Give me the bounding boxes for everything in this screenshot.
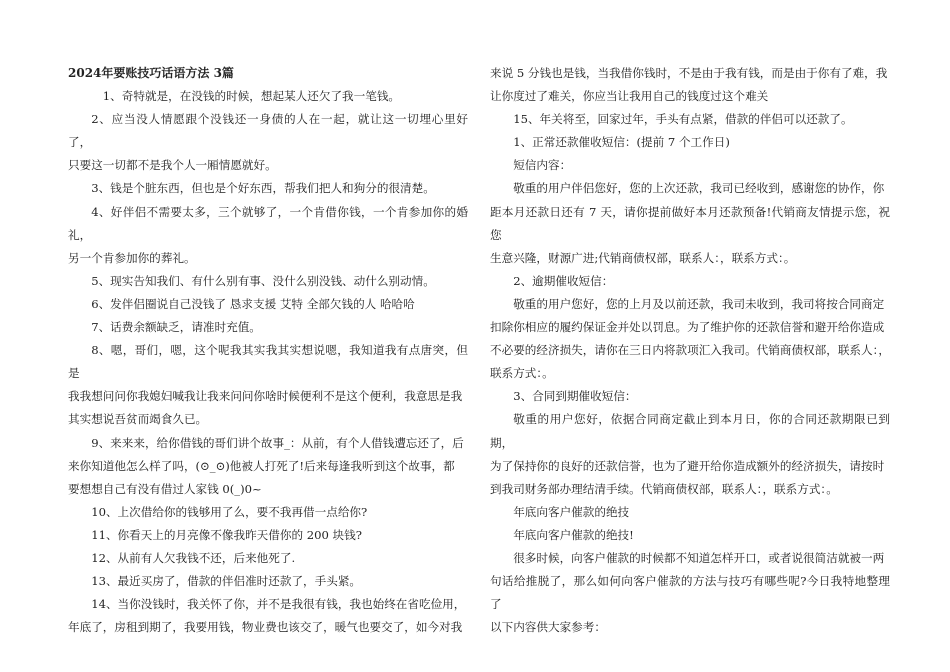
paragraph-line: 2、逾期催收短信： (513, 273, 614, 288)
paragraph-line: 只要这一切都不是我个人一厢情愿就好。 (68, 158, 277, 173)
paragraph-line: 不必要的经济损失，请你在三日内将款项汇入我司。代销商债权部，联系人：， (490, 343, 890, 358)
paragraph-line: 短信内容： (513, 158, 572, 173)
paragraph-line: 3、合同到期催收短信： (513, 389, 637, 404)
paragraph-line: 为了保持你的良好的还款信誉，也为了避开给你造成额外的经济损失，请按时 (490, 458, 885, 473)
paragraph-line: 10、上次借给你的钱够用了么，要不我再借一点给你? (91, 504, 368, 519)
paragraph-line: 11、你看天上的月亮像不像我昨天借你的 200 块钱? (91, 527, 362, 542)
paragraph-line: 1、奇特就是，在没钱的时候，想起某人还欠了我一笔钱。 (102, 89, 401, 104)
paragraph-line: 7、话费余额缺乏，请准时充值。 (91, 320, 261, 335)
paragraph-line: 9、来来来，给你借钱的哥们讲个故事_：从前，有个人借钱遭忘还了，后 (91, 435, 464, 450)
paragraph-line: 以下内容供大家参考： (490, 620, 606, 635)
paragraph-line: 1、正常还款催收短信：(提前 7 个工作日) (513, 135, 730, 150)
paragraph-line: 扣除你相应的履约保证金并处以罚息。为了维护你的还款信誉和避开给你造成 (490, 320, 885, 335)
paragraph-line: 我我想问问你我媳妇喊我让我来问问你啥时候便利不是这个便利，我意思是我 (68, 389, 463, 404)
paragraph-line: 12、从前有人欠我钱不还，后来他死了. (91, 550, 296, 565)
paragraph-line: 敬重的用户伴侣您好，您的上次还款，我司已经收到，感谢您的协作，你 (513, 181, 885, 196)
paragraph-line: 年底了，房租到期了，我要用钱，物业费也该交了，暖气也要交了，如今对我 (68, 620, 463, 635)
paragraph-line: 其实想说吾贫而竭食久已。 (68, 412, 208, 427)
paragraph-line: 6、发伴侣圈说自己没钱了 恳求支援 艾特 全部欠钱的人 哈哈哈 (91, 296, 415, 311)
left-column (68, 62, 468, 639)
paragraph-line: 敬重的用户您好，您的上月及以前还款，我司未收到，我司将按合同商定 (513, 296, 885, 311)
paragraph-line: 来你知道他怎么样了吗，(⊙_⊙)他被人打死了!后来每逢我听到这个故事，都 (68, 458, 455, 473)
paragraph-line: 敬重的用户您好，依据合同商定截止到本月日，你的合同还款期限已到期， (490, 412, 890, 450)
paragraph-line: 要想想自己有没有借过人家钱 0(_)0~ (68, 481, 262, 496)
paragraph-line: 来说 5 分钱也是钱，当我借你钱时，不是由于我有钱，而是由于你有了难，我 (490, 66, 888, 80)
paragraph-line: 联系方式：。 (490, 366, 554, 381)
paragraph-line: 4、好伴侣不需要太多，三个就够了，一个肯借你钱，一个肯参加你的婚礼， (68, 204, 468, 242)
paragraph-line: 14、当你没钱时，我关怀了你，并不是我很有钱，我也始终在省吃俭用， (91, 597, 466, 612)
paragraph-line: 句话给推脱了，那么如何向客户催款的方法与技巧有哪些呢?今日我特地整理了 (490, 574, 890, 612)
paragraph-line: 3、钱是个脏东西，但也是个好东西，帮我们把人和狗分的很清楚。 (91, 181, 435, 196)
paragraph-line: 5、现实告知我们、有什么别有事、没什么别没钱、动什么别动情。 (91, 273, 435, 288)
section-heading: 年底向客户催款的绝技! (513, 527, 634, 542)
right-column (490, 62, 890, 639)
paragraph-line: 距本月还款日还有 7 天，请你提前做好本月还款预备!代销商友情提示您，祝您 (490, 204, 890, 242)
paragraph-line: 13、最近买房了，借款的伴侣准时还款了，手头紧。 (91, 574, 362, 589)
paragraph-line: 到我司财务部办理结清手续。代销商债权部，联系人：，联系方式：。 (490, 481, 838, 496)
paragraph-line: 生意兴隆，财源广进;代销商债权部，联系人：，联系方式：。 (490, 250, 796, 265)
paragraph-line: 8、嗯，哥们，嗯，这个呢我其实我其实想说嗯，我知道我有点唐突，但是 (68, 343, 468, 381)
paragraph-line: 另一个肯参加你的葬礼。 (68, 250, 196, 265)
paragraph-line: 让你度过了难关，你应当让我用自己的钱度过这个难关 (490, 89, 769, 104)
document-title: 2024年要账技巧话语方法 3篇 (68, 66, 234, 80)
paragraph-line: 15、年关将至，回家过年，手头有点紧，借款的伴侣可以还款了。 (513, 112, 853, 127)
paragraph-line: 很多时候，向客户催款的时候都不知道怎样开口，或者说很简洁就被一两 (513, 550, 885, 565)
section-heading: 年底向客户催款的绝技 (513, 504, 630, 519)
paragraph-line: 2、应当没人情愿跟个没钱还一身债的人在一起，就让这一切埋心里好了， (68, 112, 468, 150)
